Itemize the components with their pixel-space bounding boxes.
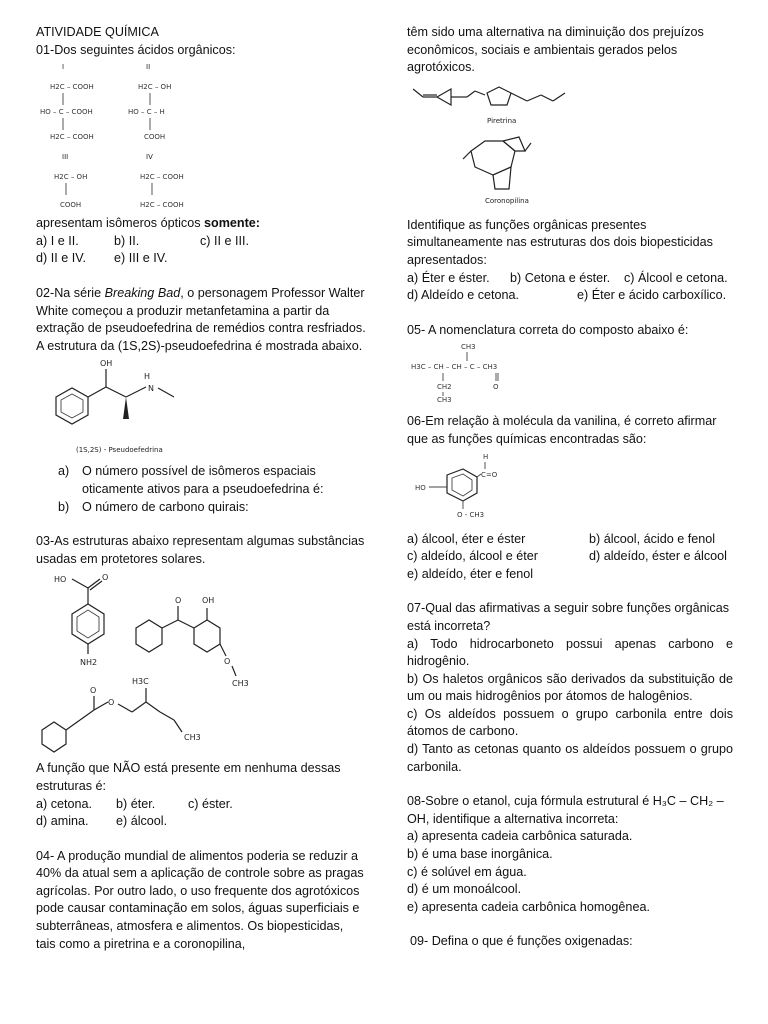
svg-text:O: O [102,573,109,583]
q6-options-row1 [407,531,733,549]
q4-options-row1 [407,270,733,288]
q8-option-c: c) é solúvel em água. [407,864,527,879]
svg-text:HO – C – H: HO – C – H [128,108,165,117]
q2-item-b: b) O número de carbono quirais: [58,499,249,514]
svg-text:CH3: CH3 [461,343,476,352]
q7-option-b: b) Os haletos orgânicos são derivados da substituição de um ou mais hidrogênios por átomos de halogênios. [407,671,733,704]
q2-item-list [58,463,366,516]
svg-text:NH2: NH2 [80,658,98,668]
q6-options-row2 [407,548,733,566]
q3-option-c: c) éster. [188,796,233,811]
q2-figure-caption: (1S,2S) - Pseudoefedrina [76,446,163,455]
vanillin-figure [407,451,527,521]
q5-text: 05- A nomenclatura correta do composto abaixo é: [407,322,689,337]
svg-text:H: H [483,452,489,461]
svg-text:O: O [493,383,499,392]
q4-option-d: d) Aldeído e cetona. [407,288,520,303]
q6-option-e: e) aldeído, éter e fenol [407,566,534,581]
page-title: ATIVIDADE QUÍMICA [36,25,159,39]
q1-options-row1 [36,233,366,251]
q9-text: 09- Defina o que é funções oxigenadas: [410,934,633,949]
q6-option-c: c) aldeído, álcool e éter [407,549,538,564]
sunscreen-structures-figure [36,570,296,758]
q4-text: 04- A produção mundial de alimentos poderia se reduzir a 40% da atual sem a aplicação de controle sobre as pragas agrícolas. Por outro lado, o uso frequente dos agrotóxicos pode causar contaminação em solos, águas superficiais e subterrâneas, atmosfera e alimentos. Os biopesticidas, tais como a piretrina e a coronopilina, [36,848,364,951]
q1-option-c: c) II e III. [200,233,249,248]
left-column [36,24,366,953]
q3-option-e: e) álcool. [116,814,168,829]
q1-label-iv: IV [146,153,153,162]
q1-options-row2 [36,250,366,268]
q6-option-a: a) álcool, éter e éster [407,531,526,546]
piretrina-caption: Piretrina [487,116,517,125]
q8-option-b: b) é uma base inorgânica. [407,847,553,862]
q1-option-e: e) III e IV. [114,251,168,266]
q4-option-b: b) Cetona e éster. [510,270,611,285]
q3-text: 03-As estruturas abaixo representam algumas substâncias usadas em protetores solares. [36,534,365,566]
q1-label-iii: III [62,153,69,162]
svg-text:COOH: COOH [60,201,82,210]
svg-text:O: O [175,596,182,606]
q7-text: 07-Qual das afirmativas a seguir sobre funções orgânicas está incorreta? [407,601,730,633]
svg-text:COOH: COOH [144,133,166,142]
q1-option-d: d) II e IV. [36,251,86,266]
svg-text:OH: OH [202,596,215,606]
svg-text:CH2: CH2 [437,383,452,392]
q2-n-label: N [148,384,154,394]
biopesticides-figure [407,79,577,207]
q3-option-b: b) éter. [116,796,156,811]
q7-option-c: c) Os aldeídos possuem o grupo carbonila entre dois átomos de carbono. [407,706,733,739]
svg-text:O: O [224,657,231,667]
svg-text:H2C – OH: H2C – OH [138,83,172,92]
q3-options-row2 [36,813,366,831]
q3-stem: A função que NÃO está presente em nenhuma dessas estruturas é: [36,761,341,793]
q4-text-continued: têm sido uma alternativa na diminuição dos prejuízos econômicos, sociais e ambientais gerados pelos agrotóxicos. [407,25,704,75]
q8-option-e: e) apresenta cadeia carbônica homogênea. [407,899,650,914]
q1-label-ii: II [146,63,151,72]
svg-text:HO: HO [54,575,67,585]
q1-prompt: 01-Dos seguintes ácidos orgânicos: [36,42,236,57]
coronopilina-caption: Coronopilina [485,196,529,205]
q4-option-c: c) Álcool e cetona. [624,270,728,285]
svg-text:CH3: CH3 [437,396,452,404]
svg-text:HO – C – COOH: HO – C – COOH [40,108,93,117]
q3-option-a: a) cetona. [36,796,93,811]
q3-options-row1 [36,796,366,814]
q4-option-a: a) Éter e éster. [407,270,490,285]
q6-text: 06-Em relação à molécula da vanilina, é correto afirmar que as funções químicas encontradas são: [407,414,717,446]
svg-text:H2C – COOH: H2C – COOH [50,83,94,92]
svg-text:C=O: C=O [481,470,498,479]
q2-text: 02-Na série Breaking Bad, o personagem Professor Walter White começou a produzir metanfetamina a partir da extração de pseudoefedrina de remédios contra resfriados. A estrutura da (1S,2S)-pseudoefedrina é mostrada abaixo. [36,285,366,353]
q1-option-a: a) I e II. [36,233,79,248]
svg-text:H2C – OH: H2C – OH [54,173,88,182]
svg-text:H2C – COOH: H2C – COOH [50,133,94,142]
q4-options-row2 [407,287,733,305]
q6-option-b: b) álcool, ácido e fenol [589,531,716,546]
svg-text:O - CH3: O - CH3 [457,510,485,519]
q4-option-e: e) Éter e ácido carboxílico. [577,288,727,303]
svg-text:H3C – CH – CH – C – CH3: H3C – CH – CH – C – CH3 [411,363,498,372]
q1-stem: apresentam isômeros ópticos somente: [36,216,260,231]
q7-option-d: d) Tanto as cetonas quanto os aldeídos possuem o grupo carbonila. [407,742,733,774]
q1-structures-figure [36,61,236,213]
q6-option-d: d) aldeído, éster e álcool [589,549,727,564]
svg-text:H2C – COOH: H2C – COOH [140,201,184,210]
svg-text:O: O [90,686,97,696]
svg-text:CH3: CH3 [184,733,201,743]
pseudoephedrine-figure [36,357,236,457]
svg-text:H3C: H3C [132,677,149,687]
q8-option-d: d) é um monoálcool. [407,882,522,897]
svg-text:H2C – COOH: H2C – COOH [140,173,184,182]
q8-option-a: a) apresenta cadeia carbônica saturada. [407,829,633,844]
right-column [407,24,733,951]
q7-option-a: a) Todo hidrocarboneto possui apenas carbono e hidrogênio. [407,636,733,669]
svg-text:CH3: CH3 [232,679,249,689]
q2-item-a: a) O número possível de isômeros espaciais oticamente ativos para a pseudoefedrina é: [58,464,324,496]
q3-option-d: d) amina. [36,814,89,829]
svg-text:HO: HO [415,483,426,492]
q2-oh-label: OH [100,359,113,369]
svg-text:O: O [108,698,115,708]
q1-label-i: I [62,63,65,72]
q4-stem: Identifique as funções orgânicas presentes simultaneamente nas estruturas dos dois biopesticidas apresentados: [407,217,713,267]
q8-text: 08-Sobre o etanol, cuja fórmula estrutural é H₃C – CH₂ – OH, identifique a alternativa incorreta: [407,794,724,826]
q1-option-b: b) II. [114,233,140,248]
q5-compound-figure [407,341,567,403]
q2-nh-label: H [144,372,151,382]
